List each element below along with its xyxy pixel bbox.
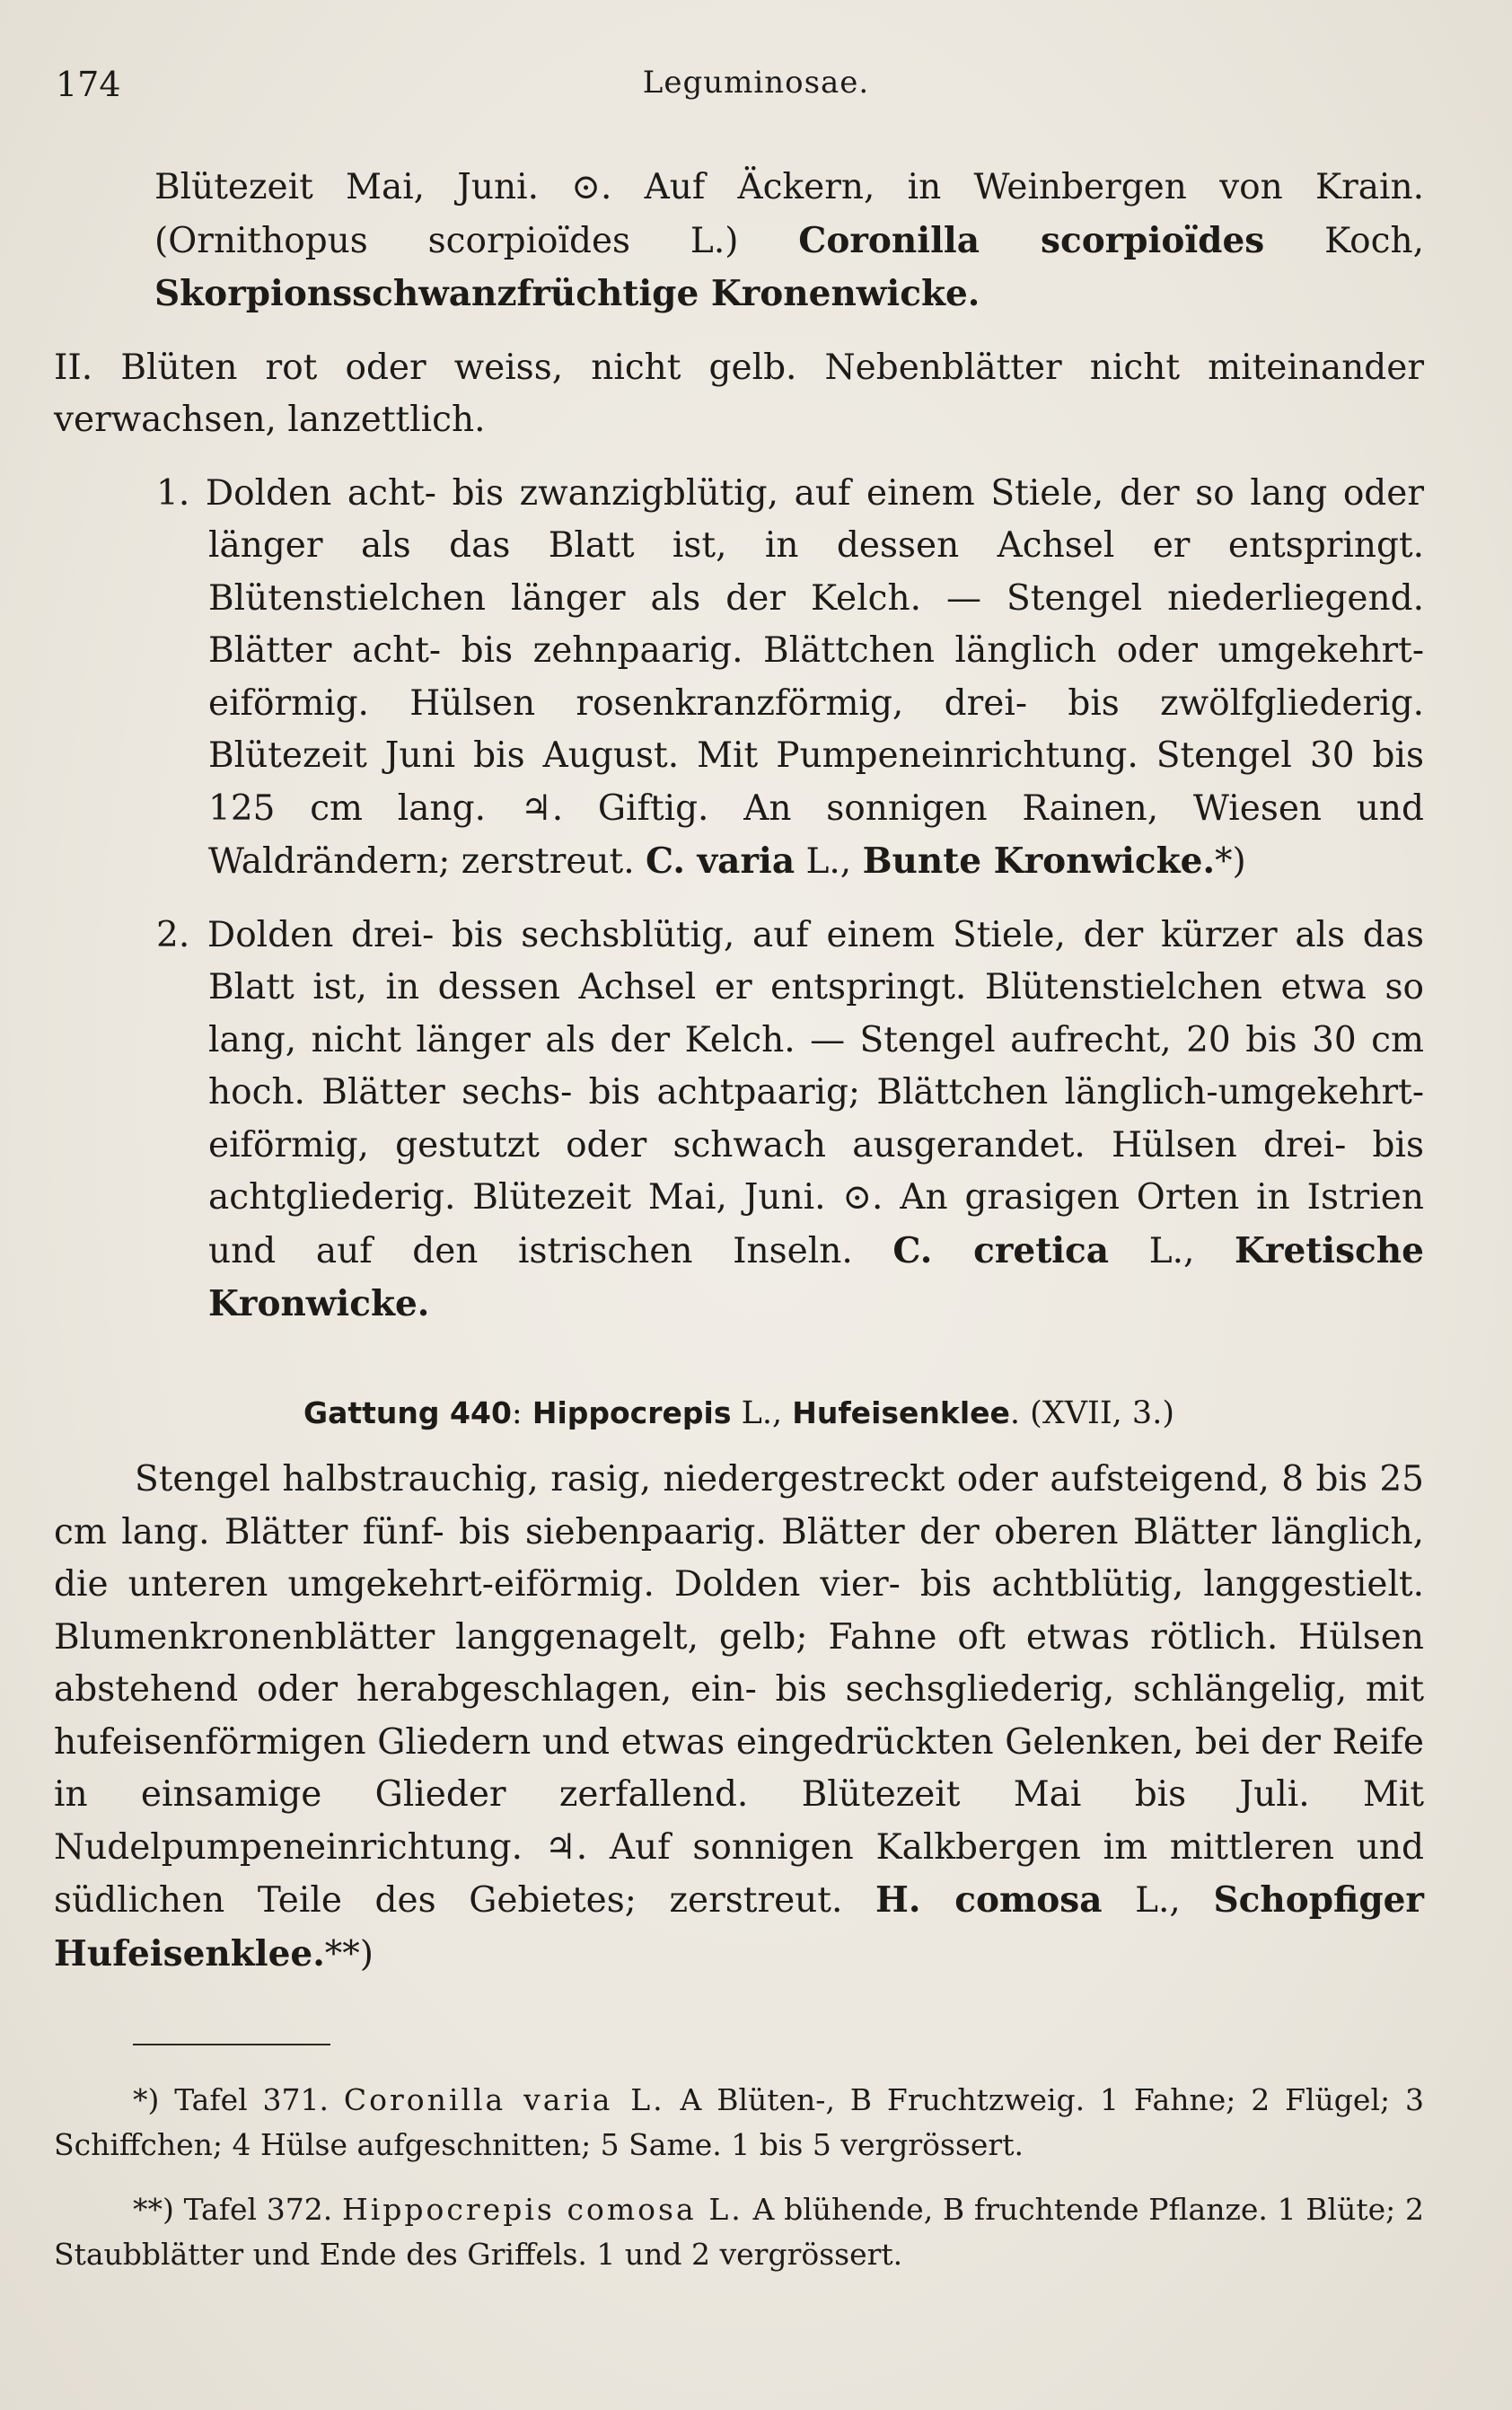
footnote-1 — [54, 2078, 1424, 2168]
author-name: Koch, — [1264, 220, 1424, 261]
footnote-divider — [133, 2044, 330, 2045]
paragraph-text: Blütezeit Mai, Juni. ⊙. Auf Äckern, in Weinbergen von Krain. (Ornithopus scorpioïdes L.) — [154, 167, 1424, 261]
footnote-text: A blühende, B fruchtende Pflanze. 1 Blüte; 2 Staubblätter und Ende des Griffels. 1 und 2 vergrössert. — [54, 2192, 1424, 2272]
running-title: Leguminosae. — [642, 65, 870, 101]
author-name: L., — [1109, 1230, 1235, 1271]
footnote-reference: *) — [1215, 841, 1246, 882]
footnote-reference: **) — [324, 1933, 374, 1975]
paragraph-text: Stengel halbstrauchig, rasig, niedergestreckt oder aufsteigend, 8 bis 25 cm lang. Blätter fünf- bis siebenpaarig. Blätter der oberen Blätter länglich, die unteren umgekehrt-eiförmig. Dolden vier- bis achtblütig, langgestielt. Blumenkronenblätter langgenagelt, gelb; Fahne oft etwas rötlich. Hülsen abstehend oder herabgeschlagen, ein- bis sechsgliederig, schlängelig, mit hufeisenförmigen Gliedern und etwas eingedrückten Gelenken, bei der Reife in einsamige Glieder zerfallend. Blütezeit Mai bis Juli. Mit Nudelpumpeneinrichtung. ♃. Auf sonnigen Kalkbergen im mittleren und südlichen Teile des Gebietes; zerstreut. — [54, 1459, 1424, 1921]
item-text: Dolden drei- bis sechsblütig, auf einem Stiele, der kürzer als das Blatt ist, in dessen Achsel er entspringt. Blütenstielchen etwa so lang, nicht länger als der Kelch. — Stengel aufrecht, 20 bis 30 cm hoch. Blätter sechs- bis achtpaarig; Blättchen länglich-umgekehrt-eiförmig, gestutzt oder schwach ausgerandet. Hülsen drei- bis achtgliederig. Blütezeit Mai, Juni. ⊙. An grasigen Orten in Istrien und auf den istrischen Inseln. — [207, 914, 1424, 1271]
genus-label: Gattung 440 — [303, 1394, 512, 1430]
item-number: 1. — [156, 472, 190, 514]
species-name: Coronilla varia L. — [343, 2082, 665, 2117]
footnote-text: A Blüten-, B Fruchtzweig. 1 Fahne; 2 Flügel; 3 Schiffchen; 4 Hülse aufgeschnitten; 5 Same. 1 bis 5 vergrössert. — [54, 2082, 1424, 2162]
page-number: 174 — [56, 65, 121, 104]
author-name: L., — [1102, 1880, 1214, 1921]
page-header — [56, 65, 1456, 119]
common-name: Bunte Kronwicke. — [862, 840, 1216, 882]
paragraph-hippocrepis — [54, 1454, 1424, 1981]
heading-separator: : — [511, 1394, 532, 1431]
section-text: II. Blüten rot oder weiss, nicht gelb. Nebenblätter nicht miteinander verwachsen, lanzettlich. — [54, 347, 1424, 440]
species-name: C. varia — [646, 840, 796, 882]
species-name: Coronilla scorpioïdes — [798, 219, 1265, 261]
common-name: Skorpionsschwanzfrüchtige Kronenwicke. — [154, 273, 980, 314]
item-text: Dolden acht- bis zwanzigblütig, auf einem Stiele, der so lang oder länger als das Blatt ist, in dessen Achsel er entspringt. Blütenstielchen länger als der Kelch. — Stengel niederliegend. Blätter acht- bis zehnpaarig. Blättchen länglich oder umgekehrt-eiförmig. Hülsen rosenkranzförmig, drei- bis zwölfgliederig. Blütezeit Juni bis August. Mit Pumpeneinrichtung. Stengel 30 bis 125 cm lang. ♃. Giftig. An sonnigen Rainen, Wiesen und Waldrändern; zerstreut. — [205, 472, 1424, 882]
author-name: L., — [795, 841, 863, 882]
footnote-mark: **) — [133, 2192, 174, 2227]
species-name: C. cretica — [892, 1229, 1110, 1271]
genus-heading — [54, 1387, 1424, 1440]
species-name: Hippocrepis comosa L. — [341, 2192, 743, 2227]
item-number: 2. — [156, 914, 190, 955]
common-name: Kretische Kronwicke. — [208, 1229, 1424, 1324]
species-name: H. comosa — [875, 1879, 1103, 1921]
genus-name: Hippocrepis — [532, 1394, 732, 1430]
list-item-2 — [54, 910, 1424, 1332]
footnote-text: Tafel 372. — [173, 2192, 342, 2227]
footnote-2 — [54, 2187, 1424, 2277]
section-ii — [54, 342, 1424, 447]
footnote-mark: *) — [133, 2082, 160, 2117]
page-content — [54, 162, 1424, 2297]
common-name: Schopfiger Hufeisenklee. — [54, 1879, 1424, 1975]
paragraph-coronilla-scorpioides — [54, 162, 1424, 321]
plate-reference: . (XVII, 3.) — [1009, 1394, 1174, 1431]
list-item-1 — [54, 468, 1424, 889]
footnote-text: Tafel 371. — [159, 2082, 344, 2117]
author-name: L., — [731, 1394, 793, 1431]
common-name: Hufeisenklee — [792, 1394, 1010, 1430]
